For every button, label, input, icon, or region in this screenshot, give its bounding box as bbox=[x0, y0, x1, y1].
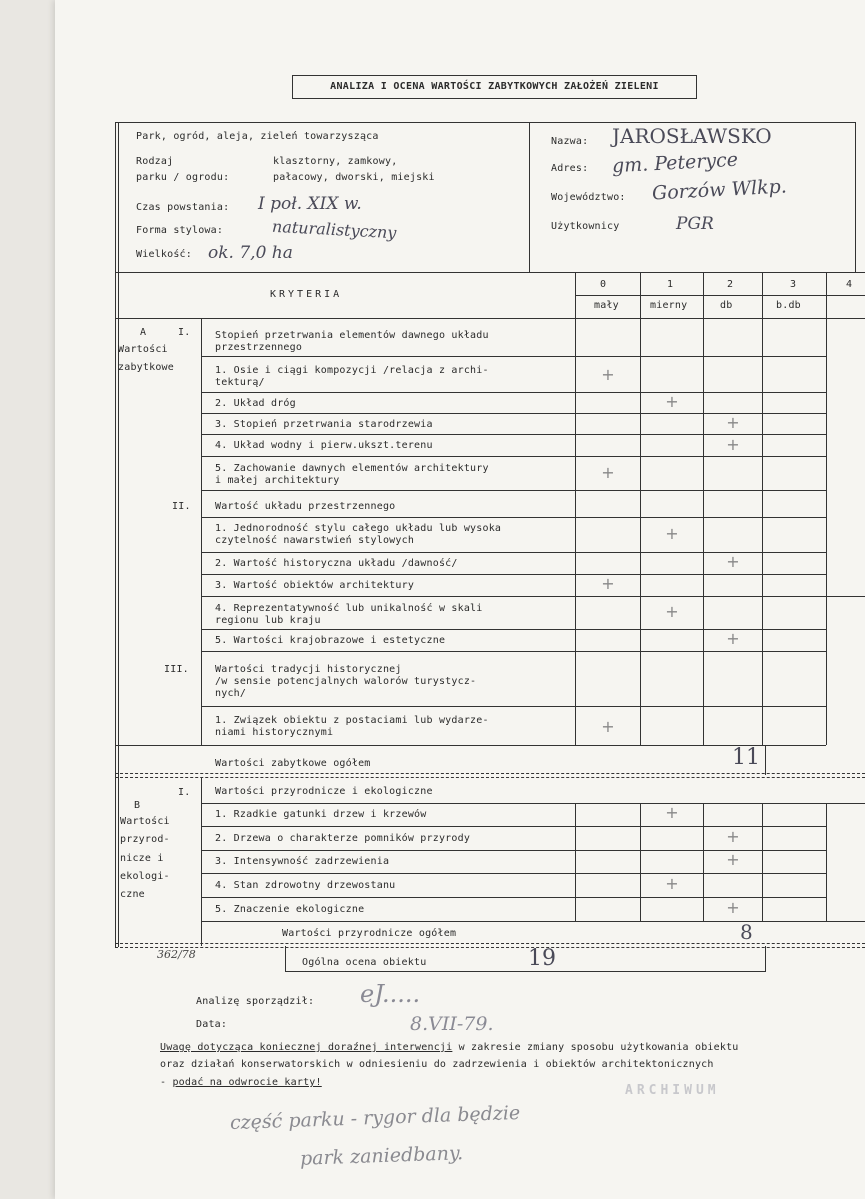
group3-title3: nych/ bbox=[215, 688, 247, 699]
g2-item1-l1: 1. Jednorodność stylu całego układu lub wysoka bbox=[215, 523, 502, 534]
row-line bbox=[201, 392, 826, 393]
col-line-4 bbox=[826, 272, 827, 745]
signature: eJ..... bbox=[360, 980, 421, 1008]
col-line-3 bbox=[762, 272, 763, 745]
g2-item2: 2. Wartość historyczna układu /dawność/ bbox=[215, 558, 458, 569]
parku-label: parku / ogrodu: bbox=[136, 172, 230, 183]
group3-roman: III. bbox=[164, 664, 189, 675]
row-line bbox=[201, 456, 826, 457]
g2-item4-l1: 4. Reprezentatywność lub unikalność w skali bbox=[215, 603, 483, 614]
note-line3 bbox=[160, 1077, 322, 1089]
wielkosc-label: Wielkość: bbox=[136, 249, 192, 260]
section-b-name-4: ekologi- bbox=[120, 871, 170, 882]
wojewodztwo-value: Gorzów Wlkp. bbox=[651, 175, 788, 205]
rating-mark: + bbox=[726, 827, 740, 846]
b-col-line-3 bbox=[762, 803, 763, 921]
group3-title1: Wartości tradycji historycznej bbox=[215, 664, 402, 675]
col-word-1: mierny bbox=[650, 300, 688, 311]
kryteria-label: KRYTERIA bbox=[270, 289, 343, 300]
col-num-3: 3 bbox=[790, 279, 797, 290]
b-item5: 5. Znaczenie ekologiczne bbox=[215, 904, 365, 915]
overall-right-border bbox=[765, 946, 766, 972]
row-line bbox=[201, 490, 826, 491]
g1-item4: 4. Układ wodny i pierw.ukszt.terenu bbox=[215, 440, 433, 451]
handnote-line1: część parku - rygor dla będzie bbox=[229, 1101, 521, 1135]
rating-mark: + bbox=[726, 898, 740, 917]
col-line-1 bbox=[640, 272, 641, 745]
header-top-line bbox=[115, 122, 855, 123]
archive-number: 362/78 bbox=[157, 948, 196, 961]
park-type-line: Park, ogród, aleja, zieleń towarzysząca bbox=[136, 131, 379, 142]
section-a-name: Wartości bbox=[118, 344, 168, 355]
section-separator bbox=[115, 773, 865, 778]
b-col-line-2 bbox=[703, 803, 704, 921]
nazwa-label: Nazwa: bbox=[551, 136, 589, 147]
overall-left-border bbox=[285, 946, 286, 972]
b-col-line-1 bbox=[640, 803, 641, 921]
col-line-0 bbox=[575, 272, 576, 745]
section-b-title: Wartości przyrodnicze i ekologiczne bbox=[215, 786, 433, 797]
date-label: Data: bbox=[196, 1019, 228, 1030]
col-line-2 bbox=[703, 272, 704, 745]
rodzaj-label: Rodzaj bbox=[136, 156, 174, 167]
row-line bbox=[201, 921, 865, 922]
handnote-line2: park zaniedbany. bbox=[299, 1142, 464, 1170]
rating-mark: + bbox=[665, 602, 679, 621]
row-line bbox=[201, 574, 826, 575]
row-line bbox=[201, 803, 865, 804]
section-b-letter: B bbox=[134, 800, 141, 811]
header-right-border bbox=[855, 122, 856, 272]
rating-mark: + bbox=[601, 574, 615, 593]
total-b-label: Wartości przyrodnicze ogółem bbox=[282, 928, 457, 939]
nazwa-value: JAROSŁAWSKO bbox=[612, 124, 772, 148]
prepared-label: Analizę sporządził: bbox=[196, 996, 315, 1007]
rating-mark: + bbox=[665, 874, 679, 893]
g2-item3: 3. Wartość obiektów architektury bbox=[215, 580, 415, 591]
date-value: 8.VII-79. bbox=[410, 1013, 494, 1035]
col-num-4: 4 bbox=[846, 279, 853, 290]
types-line1: klasztorny, zamkowy, bbox=[273, 156, 398, 167]
header-divider bbox=[529, 122, 530, 272]
g1-item3: 3. Stopień przetrwania starodrzewia bbox=[215, 419, 433, 430]
overall-bottom-line bbox=[285, 971, 765, 972]
g3-item1-l2: niami historycznymi bbox=[215, 727, 334, 738]
wojewodztwo-label: Województwo: bbox=[551, 192, 626, 203]
g1-item1-l1: 1. Osie i ciągi kompozycji /relacja z archi- bbox=[215, 365, 489, 376]
section-a-name2: zabytkowe bbox=[118, 362, 174, 373]
overall-label: Ogólna ocena obiektu bbox=[302, 957, 427, 968]
col-num-2: 2 bbox=[727, 279, 734, 290]
b-item2: 2. Drzewa o charakterze pomników przyrody bbox=[215, 833, 471, 844]
note-line1-underlined: Uwagę dotycząca koniecznej doraźnej interwencji bbox=[160, 1042, 453, 1053]
row-line bbox=[201, 517, 826, 518]
group2-roman: II. bbox=[172, 501, 191, 512]
archive-stamp: ARCHIWUM bbox=[625, 1083, 720, 1098]
a-criteria-left-border bbox=[201, 318, 202, 746]
section-b-roman: I. bbox=[178, 787, 191, 798]
rating-mark: + bbox=[601, 463, 615, 482]
table-left-border-inner bbox=[118, 122, 119, 947]
g2-item4-l2: regionu lub kraju bbox=[215, 615, 321, 626]
g2-item1-l2: czytelność nawarstwień stylowych bbox=[215, 535, 415, 546]
section-b-name-1: Wartości bbox=[120, 816, 170, 827]
overall-value: 19 bbox=[528, 946, 556, 971]
title-box bbox=[292, 75, 697, 99]
wielkosc-value: ok. 7,0 ha bbox=[208, 243, 293, 263]
g2-item5: 5. Wartości krajobrazowe i estetyczne bbox=[215, 635, 446, 646]
g1-item5-l1: 5. Zachowanie dawnych elementów architektury bbox=[215, 463, 489, 474]
section-b-bottom-line bbox=[115, 943, 865, 948]
adres-value: gm. Peteryce bbox=[611, 148, 739, 178]
g1-item2: 2. Układ dróg bbox=[215, 398, 296, 409]
b-item1: 1. Rzadkie gatunki drzew i krzewów bbox=[215, 809, 427, 820]
b-col-line-4 bbox=[826, 803, 827, 921]
adres-label: Adres: bbox=[551, 163, 589, 174]
czas-label: Czas powstania: bbox=[136, 202, 230, 213]
rating-mark: + bbox=[726, 435, 740, 454]
forma-label: Forma stylowa: bbox=[136, 225, 224, 236]
col-num-0: 0 bbox=[600, 279, 607, 290]
rating-mark: + bbox=[601, 365, 615, 384]
col-word-0: mały bbox=[594, 300, 619, 311]
col-header-bottom-line bbox=[115, 318, 865, 319]
note-line3-underlined: podać na odwrocie karty! bbox=[172, 1077, 322, 1088]
b-col-line-0 bbox=[575, 803, 576, 921]
header-bottom-line bbox=[115, 272, 865, 273]
section-a-roman: I. bbox=[178, 327, 191, 338]
document-title: ANALIZA I OCENA WARTOŚCI ZABYTKOWYCH ZAŁOŻEŃ ZIELENI bbox=[330, 81, 659, 92]
group1-title2: przestrzennego bbox=[215, 342, 303, 353]
row-line bbox=[201, 596, 865, 597]
row-line bbox=[115, 745, 826, 746]
rating-mark: + bbox=[665, 392, 679, 411]
group2-title: Wartość układu przestrzennego bbox=[215, 501, 396, 512]
types-line2: pałacowy, dworski, miejski bbox=[273, 172, 435, 183]
uzytkownicy-label: Użytkownicy bbox=[551, 221, 620, 232]
section-b-name-3: nicze i bbox=[120, 853, 164, 864]
g3-item1-l1: 1. Związek obiektu z postaciami lub wydarze- bbox=[215, 715, 489, 726]
rating-mark: + bbox=[726, 629, 740, 648]
note-line1 bbox=[160, 1042, 739, 1054]
b-item3: 3. Intensywność zadrzewienia bbox=[215, 856, 390, 867]
rating-mark: + bbox=[665, 803, 679, 822]
total-a-value: 11 bbox=[732, 745, 760, 770]
total-a-label: Wartości zabytkowe ogółem bbox=[215, 758, 371, 769]
section-b-name-5: czne bbox=[120, 889, 145, 900]
g1-item5-l2: i małej architektury bbox=[215, 475, 340, 486]
forma-value: naturalistyczny bbox=[271, 216, 397, 243]
group3-title2: /w sensie potencjalnych walorów turystycz- bbox=[215, 676, 477, 687]
g1-item1-l2: tekturą/ bbox=[215, 377, 265, 388]
rating-mark: + bbox=[726, 413, 740, 432]
col-word-3: b.db bbox=[776, 300, 801, 311]
table-left-border bbox=[115, 122, 116, 947]
row-line bbox=[201, 651, 826, 652]
total-b-value: 8 bbox=[740, 920, 753, 944]
rating-mark: + bbox=[601, 717, 615, 736]
note-line2: oraz działań konserwatorskich w odniesieniu do zadrzewienia i obiektów architektonicznych bbox=[160, 1059, 714, 1070]
row-line bbox=[201, 356, 826, 357]
row-line bbox=[201, 706, 826, 707]
note-line1-rest: w zakresie zmiany sposobu użytkowania obiektu bbox=[452, 1042, 739, 1053]
section-b-name-2: przyrod- bbox=[120, 834, 170, 845]
uzytkownicy-value: PGR bbox=[676, 214, 714, 234]
total-a-right-border bbox=[765, 745, 766, 775]
rating-mark: + bbox=[726, 552, 740, 571]
col-header-mid-line bbox=[575, 295, 865, 296]
rating-mark: + bbox=[726, 850, 740, 869]
row-line bbox=[201, 873, 826, 874]
group1-title1: Stopień przetrwania elementów dawnego układu bbox=[215, 330, 489, 341]
section-a-letter: A bbox=[140, 327, 147, 338]
b-item4: 4. Stan zdrowotny drzewostanu bbox=[215, 880, 396, 891]
col-word-2: db bbox=[720, 300, 733, 311]
note-line3-dash: - bbox=[160, 1077, 173, 1088]
col-num-1: 1 bbox=[667, 279, 674, 290]
rating-mark: + bbox=[665, 524, 679, 543]
czas-value: I poł. XIX w. bbox=[258, 194, 362, 214]
